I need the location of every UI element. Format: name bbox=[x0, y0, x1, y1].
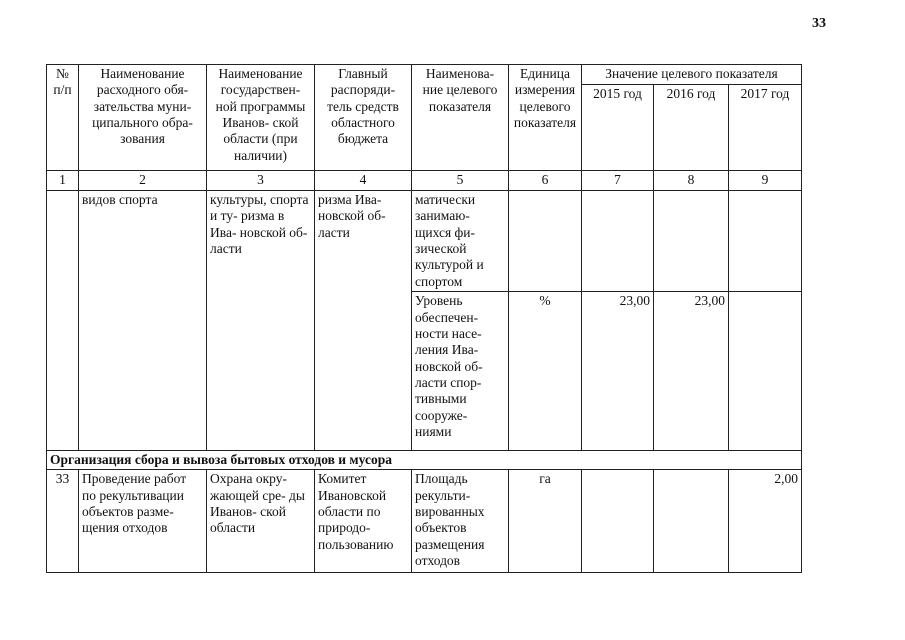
row-2016-cell bbox=[654, 470, 729, 573]
row-unit-cell bbox=[509, 190, 582, 291]
column-number: 3 bbox=[207, 171, 315, 190]
row-2017-cell bbox=[729, 292, 802, 451]
column-number-row bbox=[47, 171, 802, 190]
row-obligation-cell: видов спорта bbox=[79, 190, 207, 450]
column-number: 6 bbox=[509, 171, 582, 190]
row-2016-cell bbox=[654, 190, 729, 291]
row-program-cell: Охрана окру- жающей сре- ды Иванов- ской области bbox=[207, 470, 315, 573]
table-row bbox=[47, 190, 802, 291]
indicator-table bbox=[46, 64, 802, 573]
row-manager-cell: Комитет Ивановской области по природо- пользованию bbox=[315, 470, 412, 573]
header-program: Наименование государствен- ной программы Иванов- ской области (при наличии) bbox=[207, 65, 315, 171]
header-year-2017: 2017 год bbox=[729, 85, 802, 171]
row-indicator-cell: матически занимаю- щихся фи- зической культурой и спортом bbox=[412, 190, 509, 291]
column-number: 2 bbox=[79, 171, 207, 190]
column-number: 8 bbox=[654, 171, 729, 190]
page-number: 33 bbox=[812, 16, 826, 31]
row-indicator-cell: Площадь рекульти- вированных объектов размещения отходов bbox=[412, 470, 509, 573]
row-no-cell: 33 bbox=[47, 470, 79, 573]
column-number: 7 bbox=[582, 171, 654, 190]
column-number: 5 bbox=[412, 171, 509, 190]
column-number: 4 bbox=[315, 171, 412, 190]
row-2017-cell bbox=[729, 190, 802, 291]
row-2017-cell: 2,00 bbox=[729, 470, 802, 573]
header-manager: Главный распоряди- тель средств областного бюджета bbox=[315, 65, 412, 171]
column-number: 9 bbox=[729, 171, 802, 190]
section-row bbox=[47, 451, 802, 470]
header-value-group: Значение целевого показателя bbox=[582, 65, 802, 85]
header-obligation: Наименование расходного обя- зательства муни- ципального обра- зования bbox=[79, 65, 207, 171]
row-unit-cell: га bbox=[509, 470, 582, 573]
row-program-cell: культуры, спорта и ту- ризма в Ива- новской об- ласти bbox=[207, 190, 315, 450]
table-row bbox=[47, 470, 802, 573]
table-header-row bbox=[47, 65, 802, 85]
column-number: 1 bbox=[47, 171, 79, 190]
header-indicator: Наименова- ние целевого показателя bbox=[412, 65, 509, 171]
header-no: № п/п bbox=[47, 65, 79, 171]
row-2016-cell: 23,00 bbox=[654, 292, 729, 451]
row-indicator-cell: Уровень обеспечен- ности насе- ления Ива- новской об- ласти спор- тивными сооруже- ниями bbox=[412, 292, 509, 451]
row-unit-cell: % bbox=[509, 292, 582, 451]
header-year-2015: 2015 год bbox=[582, 85, 654, 171]
header-year-2016: 2016 год bbox=[654, 85, 729, 171]
row-obligation-cell: Проведение работ по рекультивации объектов разме- щения отходов bbox=[79, 470, 207, 573]
row-manager-cell: ризма Ива- новской об- ласти bbox=[315, 190, 412, 450]
header-unit: Единица измерения целевого показателя bbox=[509, 65, 582, 171]
row-no-cell bbox=[47, 190, 79, 450]
row-2015-cell bbox=[582, 470, 654, 573]
section-title: Организация сбора и вывоза бытовых отходов и мусора bbox=[47, 451, 802, 470]
row-2015-cell: 23,00 bbox=[582, 292, 654, 451]
row-2015-cell bbox=[582, 190, 654, 291]
